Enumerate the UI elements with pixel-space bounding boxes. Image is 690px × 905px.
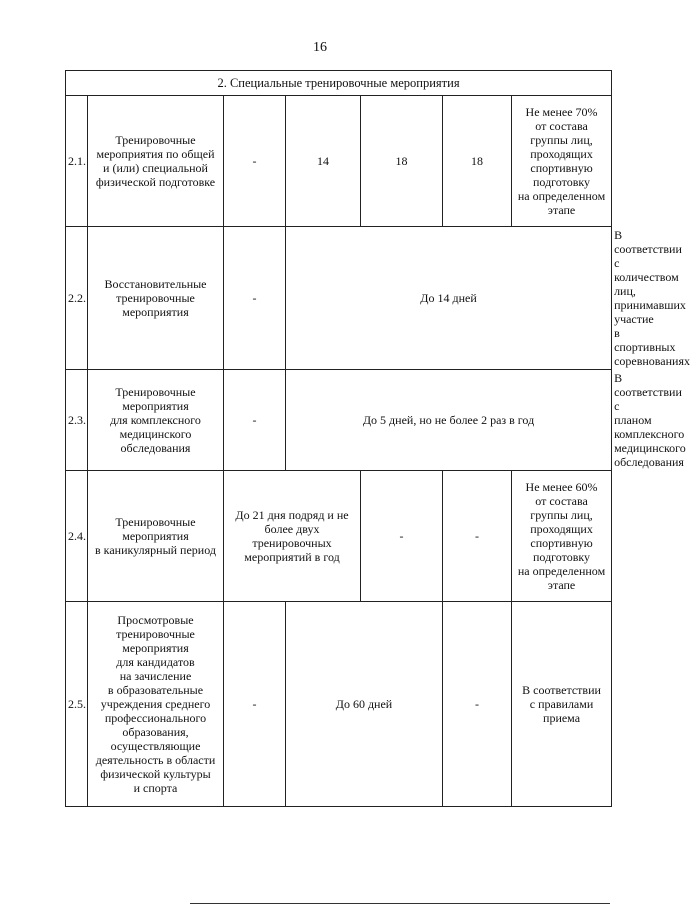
bottom-divider (190, 903, 610, 904)
row-number: 2.2. (66, 227, 88, 370)
table-row (66, 96, 612, 227)
cell-value: - (224, 96, 286, 227)
row-number: 2.3. (66, 370, 88, 471)
section-header-row (66, 71, 612, 96)
table-row (66, 602, 612, 807)
cell-value: 14 (286, 96, 361, 227)
event-note: Не менее 70% от состава группы лиц, проходящих спортивную подготовку на определенном этапе (512, 96, 612, 227)
cell-value: - (443, 602, 512, 807)
event-note: Не менее 60% от состава группы лиц, проходящих спортивную подготовку на определенном этапе (512, 471, 612, 602)
cell-value: - (224, 602, 286, 807)
row-number: 2.1. (66, 96, 88, 227)
table-row (66, 471, 612, 602)
event-note: В соответствии с правилами приема (512, 602, 612, 807)
cell-value: - (224, 227, 286, 370)
event-name: Тренировочные мероприятия в каникулярный период (88, 471, 224, 602)
event-name: Тренировочные мероприятия по общей и (или) специальной физической подготовке (88, 96, 224, 227)
event-name: Тренировочные мероприятия для комплексного медицинского обследования (88, 370, 224, 471)
cell-value: 18 (443, 96, 512, 227)
merged-duration: До 5 дней, но не более 2 раз в год (286, 370, 612, 471)
training-events-table (65, 70, 690, 807)
cell-value: - (361, 471, 443, 602)
table-row: 2.2. Восстановительные тренировочные мероприятия - До 14 дней В соответствии с количеством лиц, принимавших участие в спортивных соревнованиях (66, 227, 612, 370)
page-number: 16 (313, 40, 327, 55)
cell-value: 18 (361, 96, 443, 227)
row-number: 2.4. (66, 471, 88, 602)
cell-value: - (224, 370, 286, 471)
event-name: Просмотровые тренировочные мероприятия для кандидатов на зачисление в образовательные учреждения среднего профессионального образования, осуществляющие деятельность в области физической культуры и спорта (88, 602, 224, 807)
section-title: 2. Специальные тренировочные мероприятия (66, 71, 612, 96)
merged-duration: До 60 дней (286, 602, 443, 807)
event-name: Восстановительные тренировочные мероприятия (88, 227, 224, 370)
merged-duration: До 21 дня подряд и не более двух тренировочных мероприятий в год (224, 471, 361, 602)
merged-duration: До 14 дней (286, 227, 612, 370)
row-number: 2.5. (66, 602, 88, 807)
table-row: 2.3. Тренировочные мероприятия для комплексного медицинского обследования - До 5 дней, но не более 2 раз в год В соответствии с планом комплексного медицинского обследования (66, 370, 612, 471)
cell-value: - (443, 471, 512, 602)
